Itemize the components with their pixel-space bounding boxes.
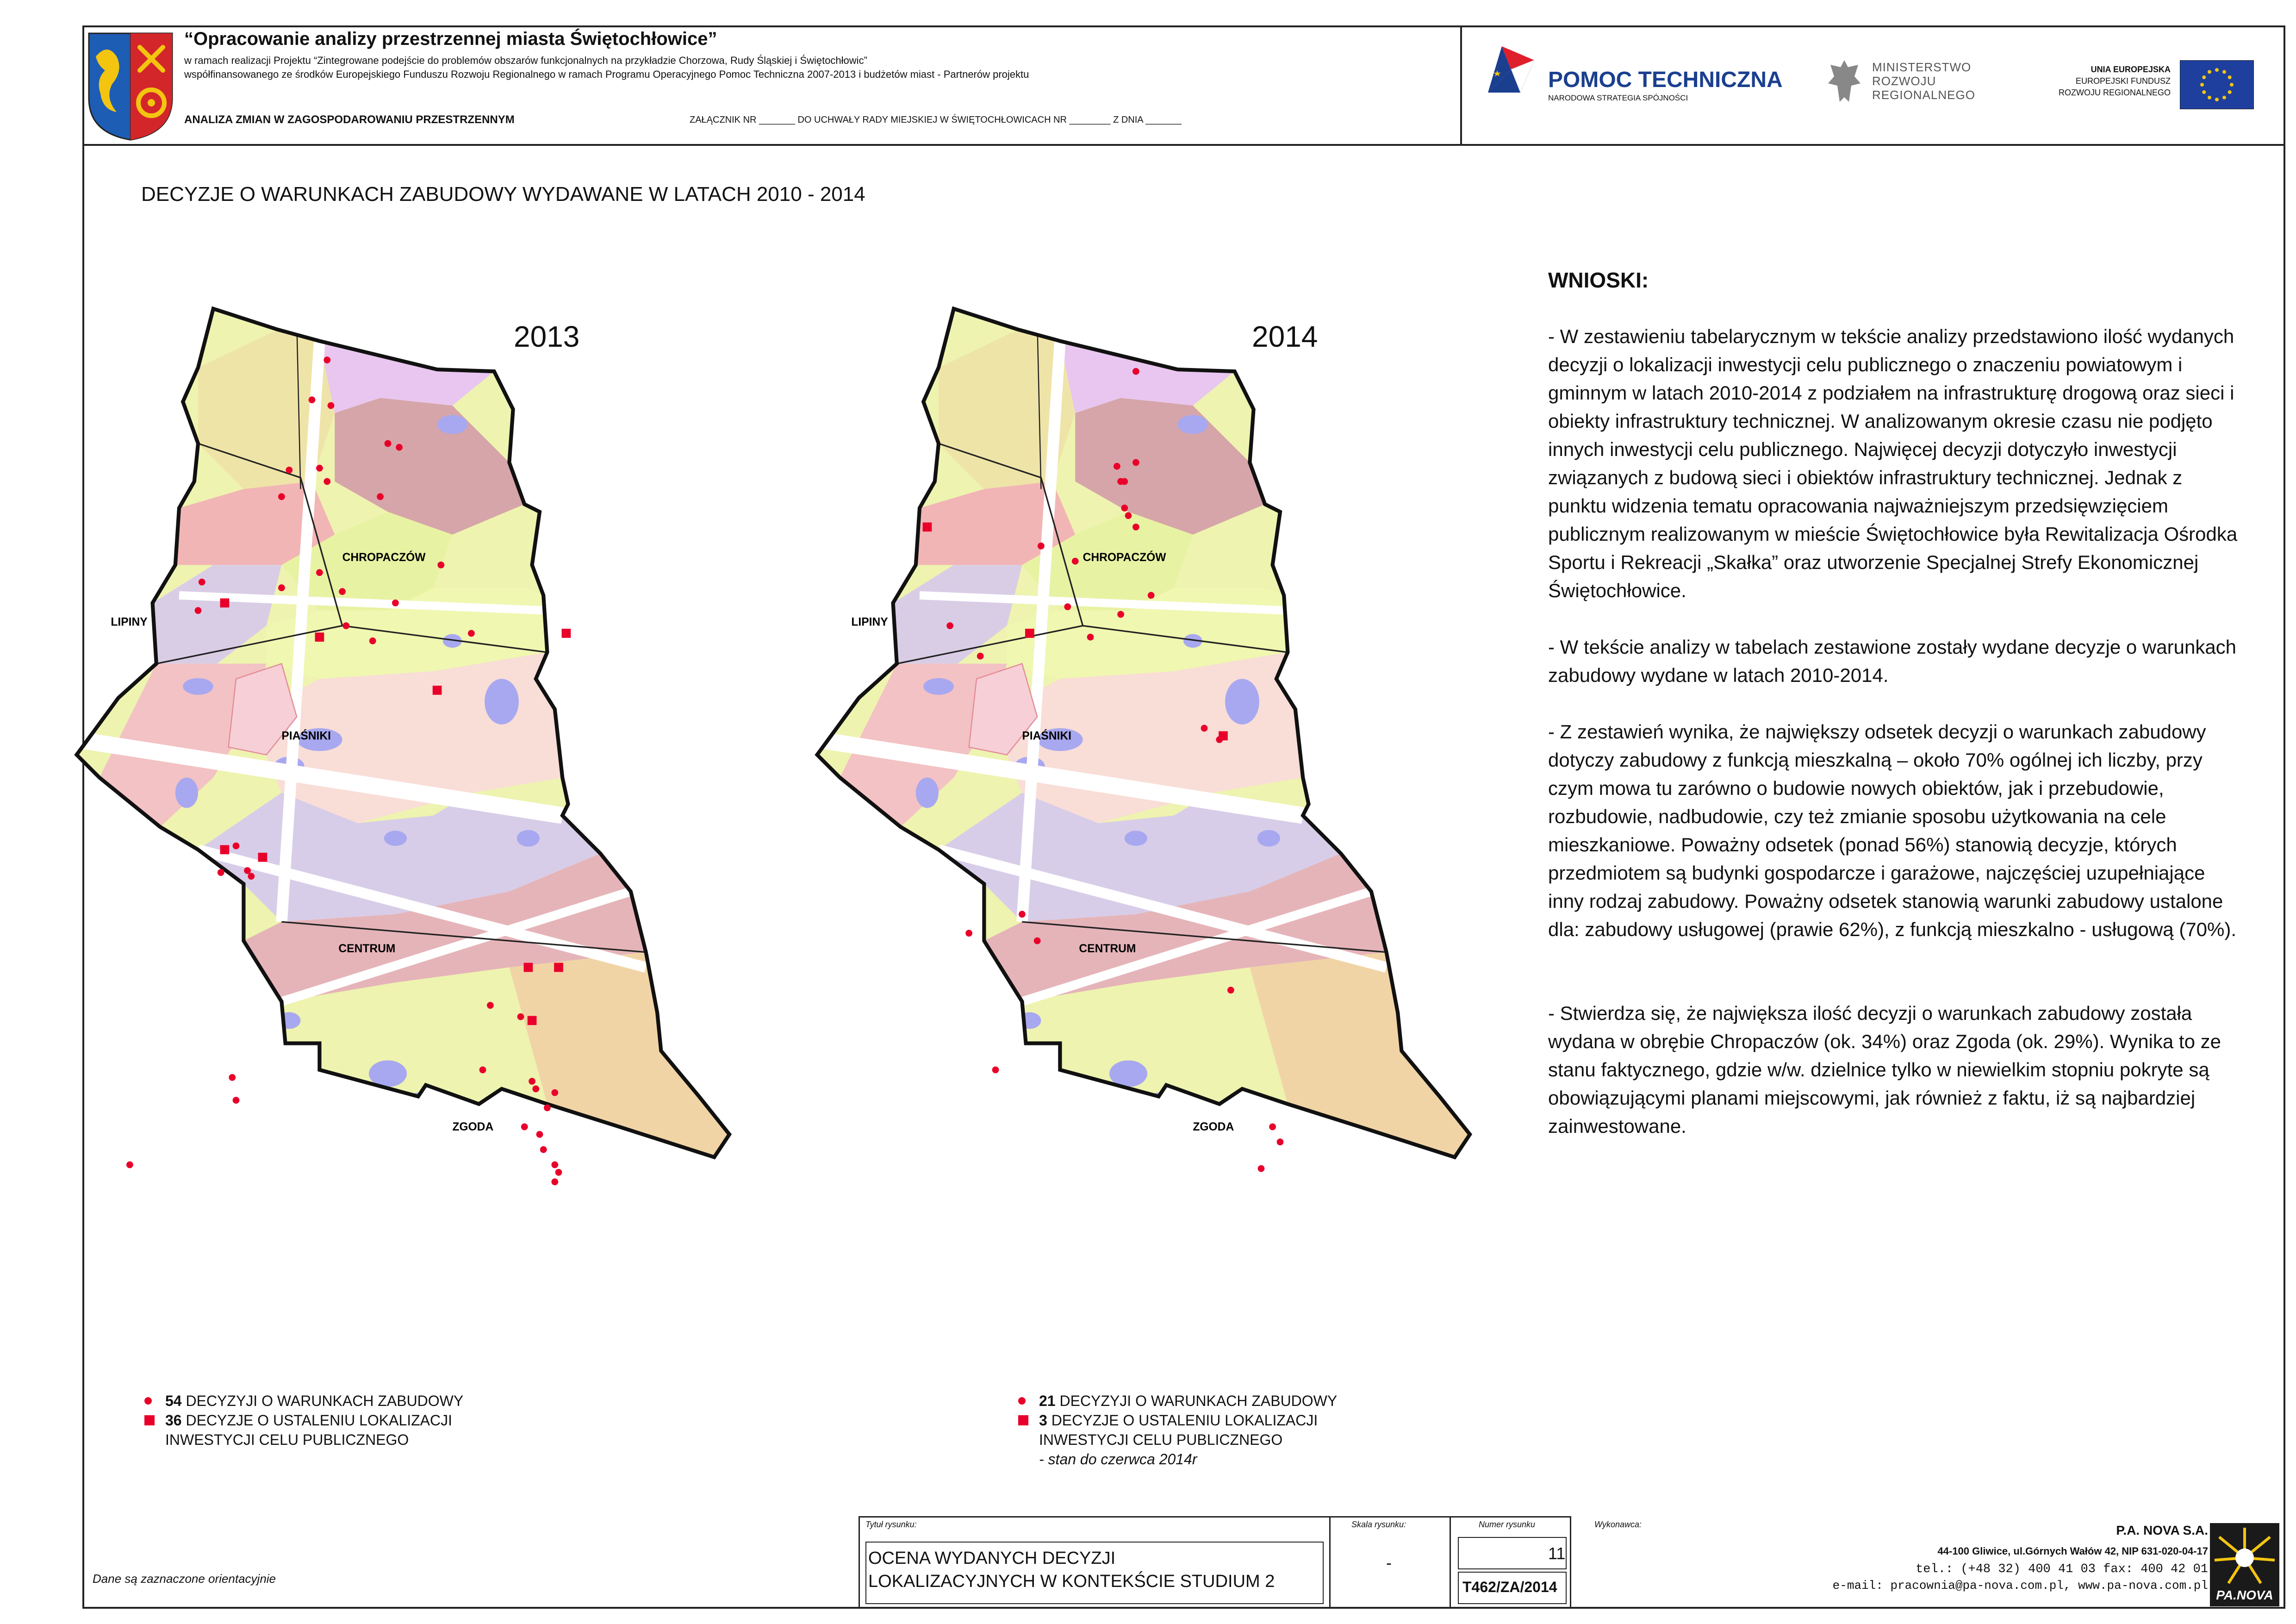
sunburst-icon [2210, 1523, 2279, 1588]
project-title: “Opracowanie analizy przestrzennej miasta Świętochłowice” [184, 29, 717, 49]
water-body [175, 778, 198, 808]
title-label: Tytuł rysunku: [865, 1520, 917, 1529]
conclusions-heading: WNIOSKI: [1548, 268, 1649, 292]
ue-line2: EUROPEJSKI FUNDUSZ [2075, 76, 2171, 86]
decision-point [229, 1074, 236, 1081]
company-phone: tel.: (+48 32) 400 41 03 fax: 400 42 01 [1916, 1562, 2208, 1576]
district-label-lipiny: LIPINY [111, 616, 148, 629]
public-investment-point [433, 686, 442, 695]
public-investment-point [258, 853, 268, 862]
decision-point [278, 493, 285, 500]
water-body [1125, 831, 1147, 846]
water-body [517, 830, 540, 847]
decision-point [1258, 1165, 1265, 1172]
contractor-label: Wykonawca: [1594, 1520, 1642, 1529]
marker-square-icon [144, 1415, 155, 1425]
scale-label: Skala rysunku: [1351, 1520, 1406, 1529]
decision-point [1019, 911, 1026, 918]
public-investment-point [220, 845, 230, 855]
map-2013 [46, 292, 740, 1393]
legend-2013 [144, 1391, 463, 1449]
public-investment-point [562, 629, 571, 638]
pt-title: POMOC TECHNICZNA [1548, 68, 1783, 92]
pomoc-techniczna-icon [1483, 42, 1539, 97]
decision-point [551, 1162, 558, 1168]
decision-point [946, 622, 953, 629]
water-body [916, 778, 939, 808]
legend-item-wz: 21 DECYZYJI O WARUNKACH ZABUDOWY [1018, 1391, 1337, 1411]
public-investment-point [315, 632, 324, 642]
public-investment-point [1219, 731, 1228, 741]
water-body [1142, 1093, 1176, 1138]
mrr-line2: ROZWOJU [1872, 74, 1936, 88]
legend-item-wz: 54 DECYZYJI O WARUNKACH ZABUDOWY [144, 1391, 463, 1411]
decision-point [1087, 634, 1094, 641]
decision-point [551, 1179, 558, 1186]
year-label-2013: 2013 [514, 320, 580, 353]
decision-point [965, 930, 972, 937]
water-body [1225, 679, 1259, 724]
decision-point [309, 396, 316, 403]
decision-point [529, 1078, 535, 1085]
water-body [183, 678, 213, 695]
marker-dot-icon [144, 1397, 152, 1405]
district-label-piasniki: PIAŚNIKI [1022, 730, 1071, 743]
legend-2014 [1018, 1391, 1337, 1469]
decision-point [468, 630, 475, 637]
decision-point [392, 600, 399, 606]
water-body [485, 679, 519, 724]
decision-point [1125, 512, 1132, 519]
water-body [923, 678, 954, 695]
project-subtitle-2: współfinansowanego ze środków Europejskiego Funduszu Rozwoju Regionalnego w ramach Programu Operacyjnego Pomoc Techniczna 2007-2013 i budżetów miast - Partnerów projektu [184, 69, 1029, 80]
panova-logo-text: PA.NOVA [2216, 1588, 2273, 1602]
water-body [1257, 830, 1280, 847]
decision-point [1132, 524, 1139, 531]
district-label-zgoda: ZGODA [452, 1121, 494, 1134]
decision-point [517, 1013, 524, 1020]
decision-point [233, 843, 240, 849]
drawing-title-line2: LOKALIZACYJNYCH W KONTEKŚCIE STUDIUM 2 [868, 1572, 1275, 1591]
decision-point [369, 637, 376, 644]
decision-point [479, 1067, 486, 1074]
decision-point [233, 1097, 240, 1104]
decision-point [316, 465, 323, 472]
decision-point [218, 869, 224, 876]
public-investment-point [554, 963, 563, 972]
legend-item-ulicp-cont: INWESTYCJI CELU PUBLICZNEGO [1039, 1431, 1283, 1448]
district-label-chropaczow: CHROPACZÓW [342, 551, 426, 564]
analysis-label: ANALIZA ZMIAN W ZAGOSPODAROWANIU PRZESTRZENNYM [184, 113, 515, 126]
decision-point [1114, 463, 1120, 470]
decision-point [1148, 592, 1155, 599]
decision-point [195, 607, 202, 614]
drawing-code: T462/ZA/2014 [1462, 1579, 1557, 1595]
mrr-line1: MINISTERSTWO [1872, 60, 1972, 74]
decision-point [544, 1105, 551, 1112]
public-investment-point [220, 599, 230, 608]
decision-point [1117, 611, 1124, 618]
marker-square-icon [1018, 1415, 1028, 1425]
company-address: 44-100 Gliwice, ul.Górnych Wałów 42, NIP 631-020-04-17 [1937, 1545, 2208, 1557]
decision-point [199, 579, 205, 586]
conclusion-paragraph-3: - Z zestawień wynika, że największy odsetek decyzji o warunkach zabudowy dotyczy zabudowy z funkcją mieszkalną – około 70% ogólnej ich liczby, przy czym mowa tu zarówno o budowie nowych obiektów, jak i przebudowie, rozbudowie, nadbudowie, czy też zmianie sposobu użytkowania na cele mieszkaniowe. Poważny odsetek (ponad 56%) stanowią decyzje, których przedmiotem są budynki gospodarcze i garażowe, najczęściej uzupełniające inny rodzaj zabudowy. Poważny odsetek stanowią warunki zabudowy ustalone dla: zabudowy usługowej (prawie 62%), z funkcją mieszkalno - usługową (70%). [1548, 721, 2237, 940]
decision-point [1038, 543, 1045, 550]
eu-flag-icon [2180, 60, 2254, 109]
decision-point [316, 569, 323, 576]
legend-note: - stan do czerwca 2014r [1039, 1451, 1197, 1468]
decision-point [551, 1089, 558, 1096]
decision-point [540, 1146, 547, 1153]
legend-item-ulicp-cont: INWESTYCJI CELU PUBLICZNEGO [165, 1431, 409, 1448]
decision-point [532, 1086, 539, 1093]
marker-dot-icon [1018, 1397, 1026, 1405]
decision-point [1132, 459, 1139, 466]
decision-point [1117, 478, 1124, 485]
district-label-centrum: CENTRUM [338, 942, 396, 955]
ue-line3: ROZWOJU REGIONALNEGO [2058, 88, 2171, 97]
district-label-centrum: CENTRUM [1079, 942, 1136, 955]
panova-logo [2210, 1523, 2279, 1606]
decision-point [324, 478, 330, 485]
decision-point [1277, 1138, 1284, 1145]
attachment-line: ZAŁĄCZNIK NR _______ DO UCHWAŁY RADY MIEJSKIEJ W ŚWIĘTOCHŁOWICACH NR ________ Z DNIA _______ [690, 115, 1182, 125]
conclusions-panel [1548, 266, 2242, 1168]
district-label-lipiny: LIPINY [851, 616, 888, 629]
ue-line1: UNIA EUROPEJSKA [2091, 65, 2171, 74]
public-investment-point [1025, 629, 1034, 638]
decision-point [487, 1002, 494, 1009]
header-divider [1460, 25, 1462, 146]
scale-value: - [1386, 1553, 1392, 1572]
water-body [1178, 415, 1208, 434]
district-label-piasniki: PIAŚNIKI [281, 730, 331, 743]
decision-point [1072, 558, 1079, 565]
decision-point [377, 493, 384, 500]
decision-point [278, 584, 285, 591]
map-2014 [787, 292, 1481, 1393]
conclusion-paragraph-4: - Stwierdza się, że największa ilość decyzji o warunkach zabudowy została wydana w obrębie Chropaczów (ok. 34%) oraz Zgoda (ok. 29%). Wynika to ze stanu faktycznego, gdzie w/w. dzielnice tylko w niewielkim stopniu pokryte są obowiązującymi planami miejscowymi, jak również z faktu, iż są najbardziej zainwestowane. [1548, 1002, 2221, 1137]
district-label-chropaczow: CHROPACZÓW [1083, 551, 1166, 564]
drawing-number: 11 [1548, 1544, 1566, 1563]
water-body [384, 831, 407, 846]
pt-subtitle: NARODOWA STRATEGIA SPÓJNOŚCI [1548, 94, 1688, 102]
public-investment-point [923, 523, 932, 532]
decision-point [342, 622, 349, 629]
decision-point [126, 1162, 133, 1168]
decision-point [1121, 505, 1128, 512]
year-label-2014: 2014 [1252, 320, 1318, 353]
decision-point [1201, 725, 1208, 732]
decision-point [555, 1169, 562, 1176]
company-email: e-mail: pracownia@pa-nova.com.pl, www.pa-nova.com.pl [1832, 1579, 2208, 1593]
decision-point [328, 402, 335, 409]
decision-point [324, 356, 330, 363]
company-name: P.A. NOVA S.A. [2116, 1523, 2208, 1537]
decision-point [396, 444, 403, 451]
conclusion-paragraph-2: - W tekście analizy w tabelach zestawione zostały wydane decyzje o warunkach zabudowy wydane w latach 2010-2014. [1548, 636, 2237, 686]
decision-point [385, 440, 392, 447]
project-subtitle-1: w ramach realizacji Projektu “Zintegrowane podejście do problemów obszarów funkcjonalnych na przykładzie Chorzowa, Rudy Śląskiej i Świętochłowic” [184, 55, 867, 66]
drawing-title-line1: OCENA WYDANYCH DECYZJI [868, 1549, 1116, 1568]
conclusion-paragraph-1: - W zestawieniu tabelarycznym w tekście analizy przedstawiono ilość wydanych decyzji o lokalizacji inwestycji celu publicznego o znaczeniu powiatowym i gminnym w latach 2010-2014 z podziałem na infrastrukturę drogową oraz sieci i obiekty infrastruktury technicznej. W analizowanym okresie czasu nie podjęto innych inwestycji celu publicznego. Najwięcej decyzji dotyczyło inwestycji związanych z budową sieci i obiektów infrastruktury technicznej. Jednak z punktu widzenia tematu opracowania najważniejszym przedsięwzięciem publicznym realizowanym w mieście Świętochłowice była Rewitalizacja Ośrodka Sportu i Rekreacji „Skałka” oraz utworzenie Specjalnej Strefy Ekonomicznej Świętochłowice. [1548, 325, 2238, 601]
decision-point [521, 1124, 528, 1131]
decision-point [992, 1067, 999, 1074]
decision-point [977, 653, 984, 660]
decision-point [1034, 937, 1041, 944]
decision-point [244, 867, 251, 874]
decision-point [248, 873, 255, 880]
decision-point [1227, 987, 1234, 993]
disclaimer: Dane są zaznaczone orientacyjnie [93, 1572, 276, 1586]
decision-point [286, 467, 292, 474]
mrr-line3: REGIONALNEGO [1872, 88, 1975, 102]
coat-of-arms-icon [84, 29, 177, 142]
decision-point [1064, 603, 1071, 610]
water-body [401, 1093, 436, 1138]
decision-point [437, 562, 444, 568]
public-investment-point [524, 963, 533, 972]
legend-item-ulicp: 3 DECYZJE O USTALENIU LOKALIZACJI [1018, 1411, 1337, 1430]
decision-point [536, 1131, 543, 1138]
decision-point [339, 588, 346, 595]
district-label-zgoda: ZGODA [1193, 1121, 1234, 1134]
main-title: DECYZJE O WARUNKACH ZABUDOWY WYDAWANE W LATACH 2010 - 2014 [141, 183, 865, 206]
legend-item-ulicp: 36 DECYZJE O USTALENIU LOKALIZACJI [144, 1411, 463, 1430]
eagle-icon [1826, 58, 1863, 106]
water-body [437, 415, 468, 434]
public-investment-point [528, 1016, 537, 1025]
decision-point [1132, 368, 1139, 375]
decision-point [1269, 1124, 1276, 1131]
number-label: Numer rysunku [1479, 1520, 1536, 1529]
